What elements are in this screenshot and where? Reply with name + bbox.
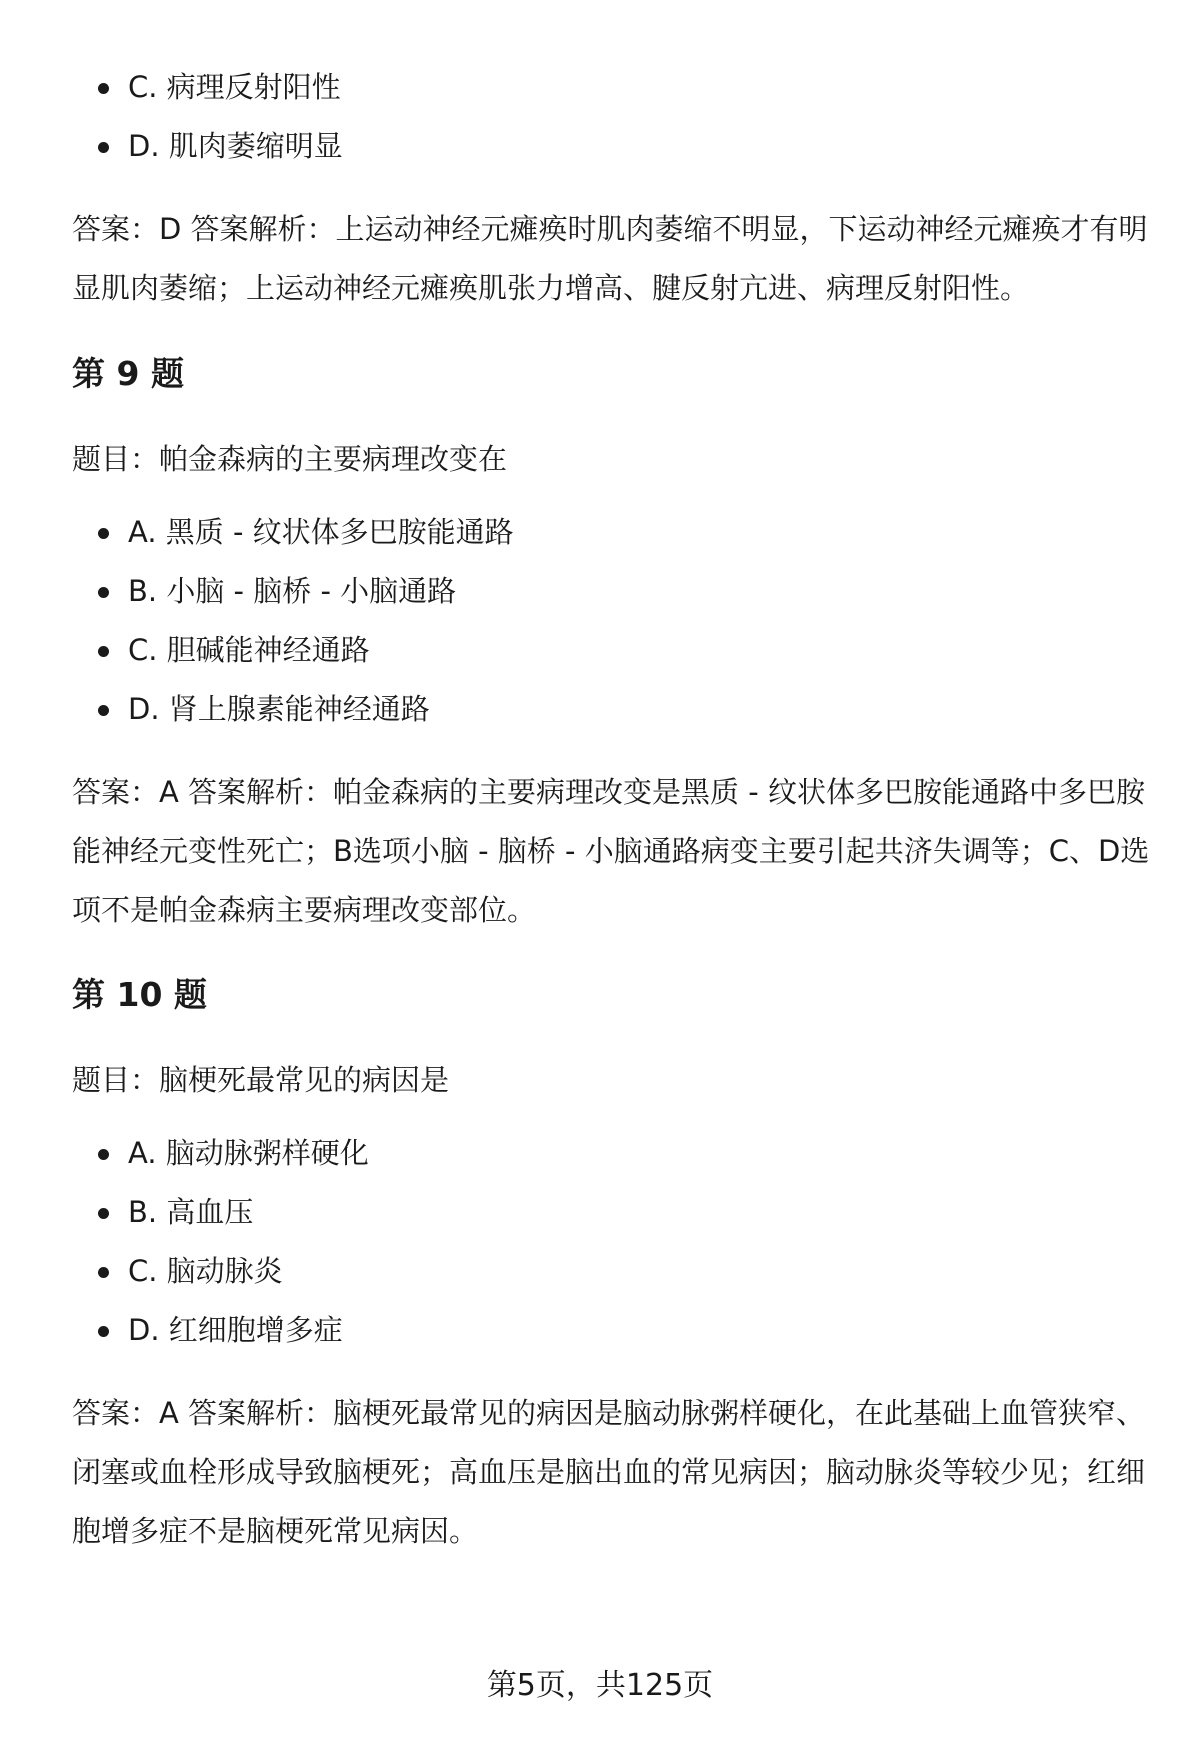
option-c: C. 脑动脉炎 (128, 1242, 1152, 1301)
option-d: D. 肾上腺素能神经通路 (128, 680, 1152, 739)
question-9-text: 题目：帕金森病的主要病理改变在 (72, 442, 508, 476)
option-c: C. 胆碱能神经通路 (128, 621, 1152, 680)
question-10-text: 题目：脑梗死最常见的病因是 (72, 1063, 450, 1097)
question-10-answer-explanation: 答案：A 答案解析：脑梗死最常见的病因是脑动脉粥样硬化，在此基础上血管狭窄、闭塞或血栓形成导致脑梗死；高血压是脑出血的常见病因；脑动脉炎等较少见；红细胞增多症不是脑梗死常见病因。 (72, 1396, 1146, 1548)
question-9-title: 第 9 题 (72, 354, 184, 393)
question-9-answer-explanation: 答案：A 答案解析：帕金森病的主要病理改变是黑质 - 纹状体多巴胺能通路中多巴胺能神经元变性死亡；B选项小脑 - 脑桥 - 小脑通路病变主要引起共济失调等；C、D选项不是帕金森病主要病理改变部位。 (72, 775, 1150, 927)
page-content (72, 58, 1152, 1561)
page-number-footer: 第5页，共125页 (486, 1668, 714, 1703)
previous-question-options (72, 58, 1152, 176)
option-d: D. 红细胞增多症 (128, 1301, 1152, 1360)
option-c: C. 病理反射阳性 (128, 58, 1152, 117)
option-b: B. 小脑 - 脑桥 - 小脑通路 (128, 562, 1152, 621)
option-a: A. 黑质 - 纹状体多巴胺能通路 (128, 503, 1152, 562)
option-d: D. 肌肉萎缩明显 (128, 117, 1152, 176)
question-9-options (72, 503, 1152, 739)
option-a: A. 脑动脉粥样硬化 (128, 1124, 1152, 1183)
question-10-options (72, 1124, 1152, 1360)
question-10-title: 第 10 题 (72, 975, 207, 1014)
option-b: B. 高血压 (128, 1183, 1152, 1242)
previous-answer-explanation: 答案：D 答案解析：上运动神经元瘫痪时肌肉萎缩不明显，下运动神经元瘫痪才有明显肌肉萎缩；上运动神经元瘫痪肌张力增高、腱反射亢进、病理反射阳性。 (72, 212, 1148, 305)
